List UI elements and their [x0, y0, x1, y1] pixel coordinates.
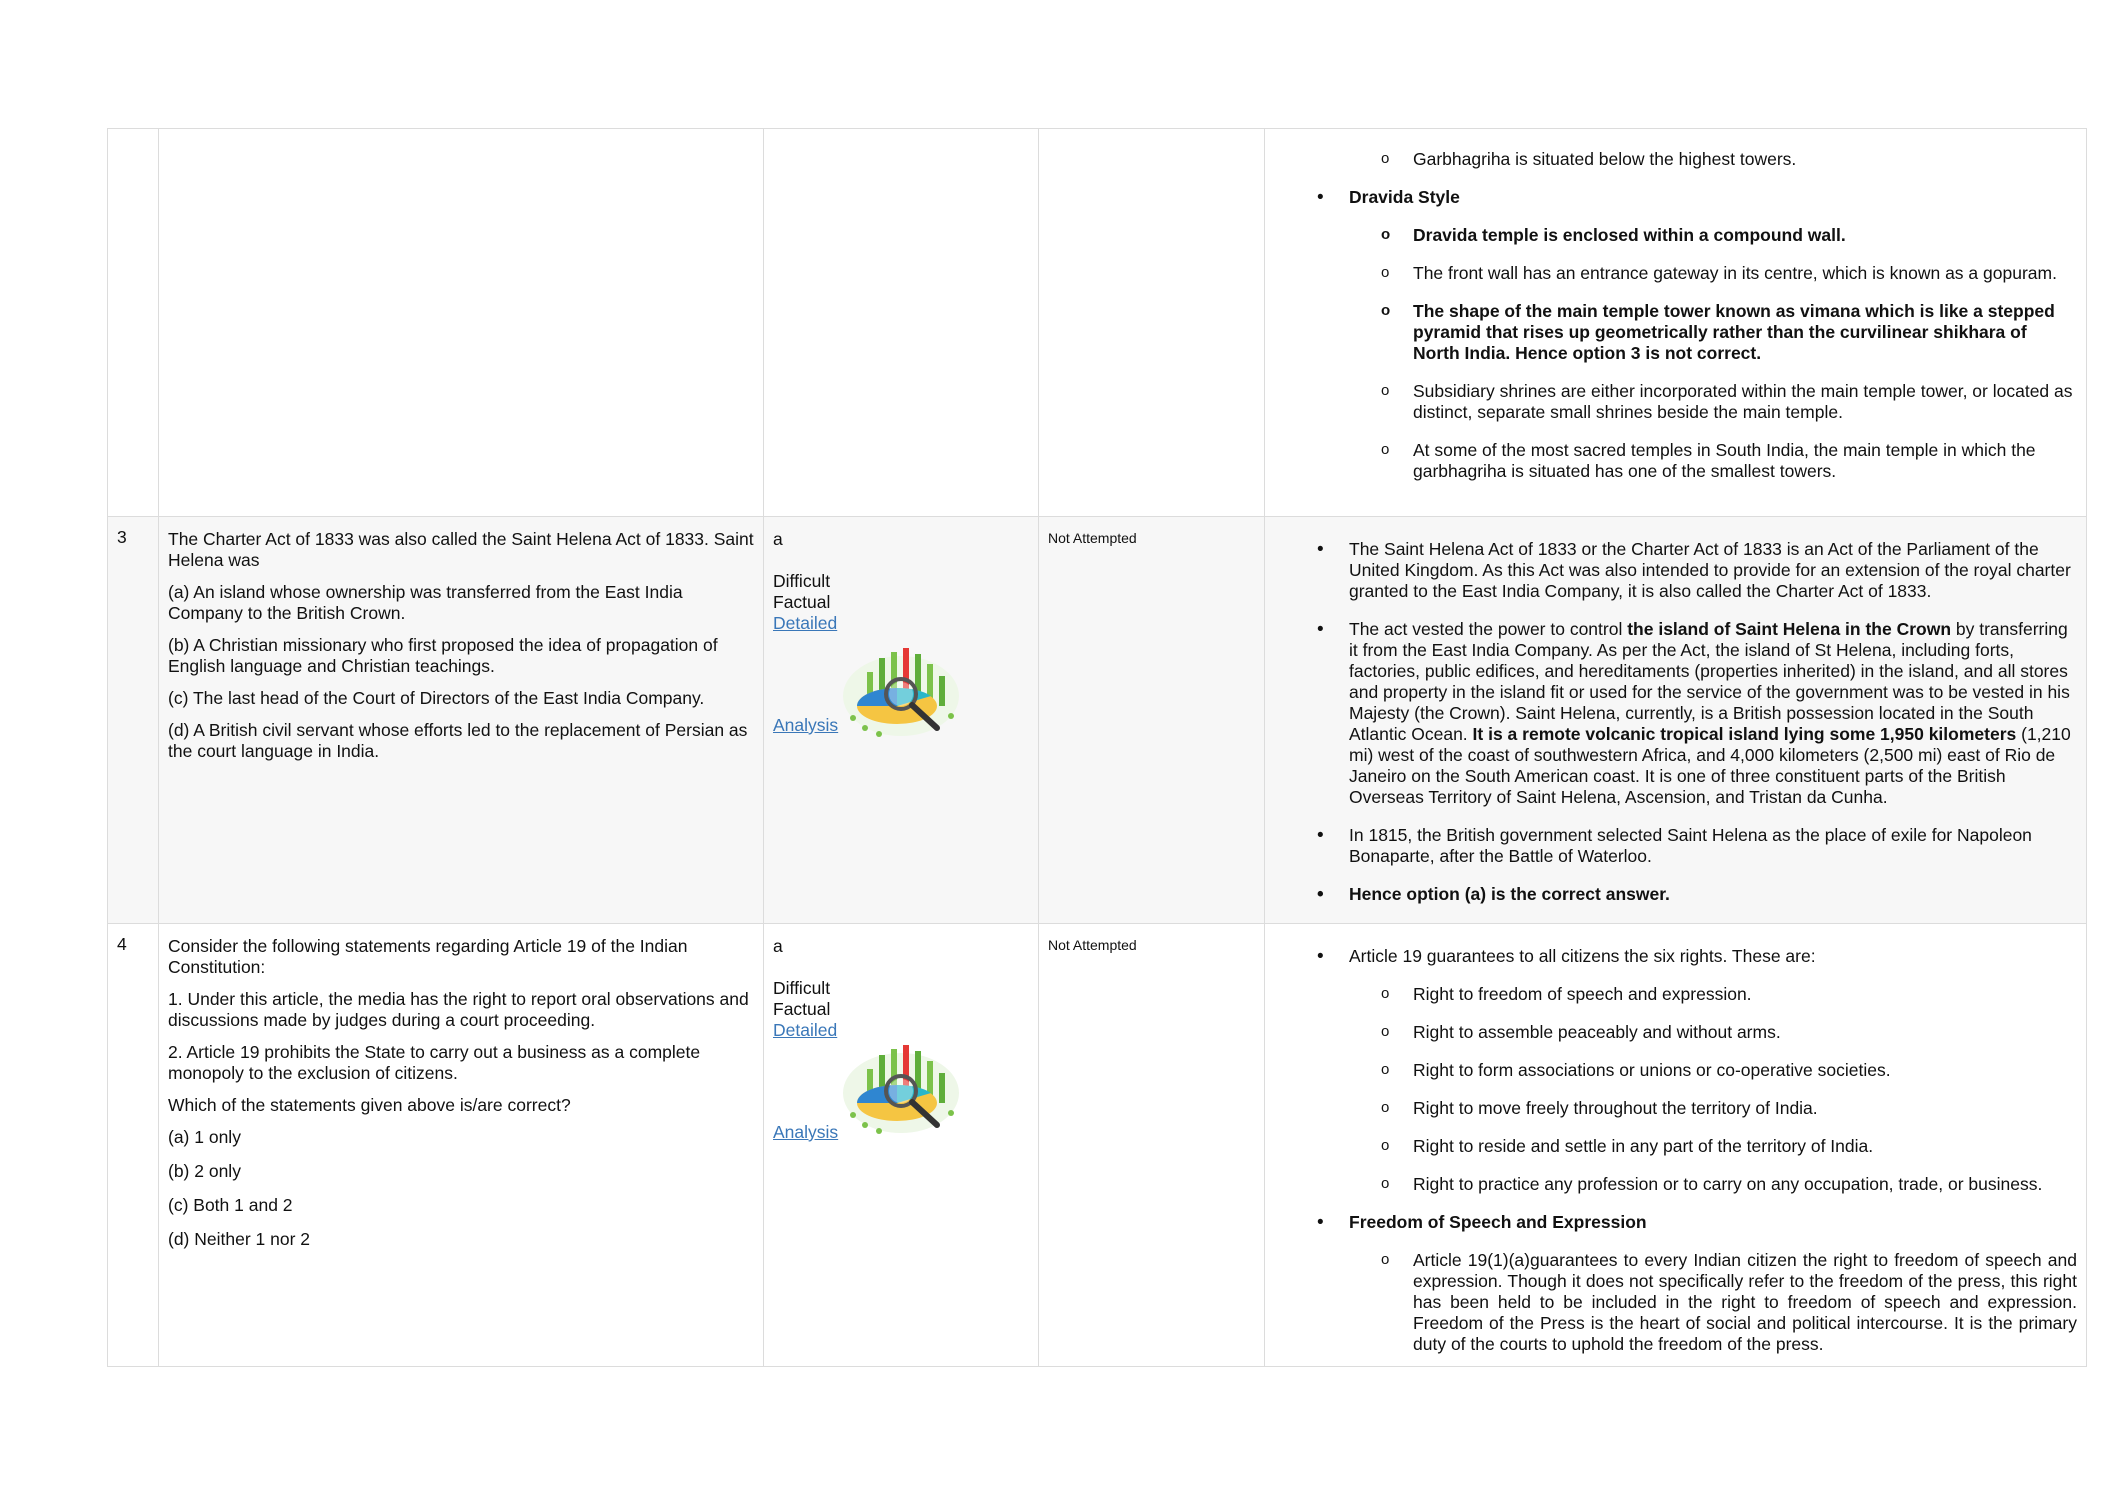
question-number: 3: [108, 517, 159, 924]
list-item: o Right to reside and settle in any part of the territory of India.: [1413, 1136, 2077, 1157]
bullet-list: [1274, 187, 2077, 482]
list-item: o Subsidiary shrines are either incorporated within the main temple tower, or located as distinct, separate small shrines beside the main temple.: [1413, 381, 2077, 423]
text-run: The act vested the power to control: [1349, 619, 1628, 639]
list-item: o Garbhagriha is situated below the highest towers.: [1413, 149, 2077, 170]
status-label: Not Attempted: [1048, 937, 1137, 953]
analysis-block: [773, 1041, 1029, 1149]
intro-text: Article 19 guarantees to all citizens the six rights. These are:: [1349, 946, 1816, 966]
difficulty-label: Difficult: [773, 571, 831, 591]
text-run-bold: It is a remote volcanic tropical island lying some 1,950 kilometers: [1472, 724, 2017, 744]
list-item: [1349, 946, 2077, 1195]
explanation-cell: [1265, 924, 2087, 1367]
list-item: • The Saint Helena Act of 1833 or the Charter Act of 1833 is an Act of the Parliament of the United Kingdom. As this Act was also intended to provide for an extension of the royal charter granted to the East India Company, it is also called the Charter Act of 1833.: [1349, 539, 2077, 602]
meta-cell: [764, 129, 1039, 517]
type-label: Factual: [773, 999, 831, 1019]
text-run-bold: the island of Saint Helena in the Crown: [1627, 619, 1952, 639]
difficulty-label: Difficult: [773, 978, 831, 998]
question-cell: [159, 924, 764, 1367]
status-label: Not Attempted: [1048, 530, 1137, 546]
detailed-link[interactable]: Detailed: [773, 613, 838, 633]
detailed-link[interactable]: Detailed: [773, 1020, 838, 1040]
dravida-heading: Dravida Style: [1349, 187, 1460, 207]
explanation-cell: [1265, 517, 2087, 924]
list-item: o Article 19(1)(a)guarantees to every Indian citizen the right to freedom of speech and expression. Though it does not specifically refer to the freedom of the press, this right has been held to be included in the right to freedom of speech and expression. Freedom of the Press is the heart of social and political intercourse. It is the primary duty of the courts to uphold the freedom of the press.: [1413, 1250, 2077, 1355]
statement-2: 2. Article 19 prohibits the State to carry out a business as a complete monopoly to the exclusion of citizens.: [168, 1042, 701, 1083]
list-item: o The front wall has an entrance gateway in its centre, which is known as a gopuram.: [1413, 263, 2077, 284]
status-cell: [1039, 129, 1265, 517]
fse-heading: Freedom of Speech and Expression: [1349, 1212, 1647, 1232]
list-item: o Right to freedom of speech and expression.: [1413, 984, 2077, 1005]
analysis-link[interactable]: Analysis: [773, 1122, 839, 1142]
analysis-link[interactable]: Analysis: [773, 715, 839, 735]
option-a: (a) An island whose ownership was transferred from the East India Company to the British Crown.: [168, 582, 683, 623]
question-text: The Charter Act of 1833 was also called the Saint Helena Act of 1833. Saint Helena was: [168, 529, 754, 570]
question-cell: [159, 129, 764, 517]
sub-list: [1349, 1250, 2077, 1355]
bullet-list: [1274, 539, 2077, 905]
list-item: o Right to assemble peaceably and without arms.: [1413, 1022, 2077, 1043]
list-item: o Right to move freely throughout the territory of India.: [1413, 1098, 2077, 1119]
sub-list: [1349, 225, 2077, 482]
option-d: (d) Neither 1 nor 2: [168, 1229, 311, 1249]
status-cell: [1039, 517, 1265, 924]
sub-list: [1274, 149, 2077, 170]
type-label: Factual: [773, 592, 831, 612]
meta-cell: [764, 924, 1039, 1367]
correct-answer: a: [773, 529, 783, 549]
question-table: [107, 128, 2087, 1367]
status-cell: [1039, 924, 1265, 1367]
list-item: • Hence option (a) is the correct answer.: [1349, 884, 2077, 905]
list-item: o At some of the most sacred temples in South India, the main temple in which the garbhagriha is situated has one of the smallest towers.: [1413, 440, 2077, 482]
table-row: [108, 129, 2087, 517]
list-item: o The shape of the main temple tower known as vimana which is like a stepped pyramid that rises up geometrically rather than the curvilinear shikhara of North India. Hence option 3 is not correct.: [1413, 301, 2077, 364]
option-b: (b) A Christian missionary who first proposed the idea of propagation of English language and Christian teachings.: [168, 635, 718, 676]
list-item: [1349, 187, 2077, 482]
question-cell: [159, 517, 764, 924]
meta-cell: [764, 517, 1039, 924]
question-text: Consider the following statements regarding Article 19 of the Indian Constitution:: [168, 936, 688, 977]
num-cell: [108, 129, 159, 517]
list-item: [1349, 1212, 2077, 1355]
question-prompt: Which of the statements given above is/are correct?: [168, 1095, 571, 1115]
list-item: • In 1815, the British government selected Saint Helena as the place of exile for Napoleon Bonaparte, after the Battle of Waterloo.: [1349, 825, 2077, 867]
list-item: [1349, 619, 2077, 808]
correct-answer: a: [773, 936, 783, 956]
analysis-chart-icon[interactable]: [839, 644, 969, 742]
option-a: (a) 1 only: [168, 1127, 241, 1147]
text-run: (1,210 mi) west of the coast of southwestern Africa, and 4,000 kilometers (2,500 mi) east of Rio de Janeiro on the South American coast. It is one of three constituent parts of the British Overseas Territory of Saint Helena, Ascension, and Tristan da Cunha.: [1349, 724, 2071, 807]
question-number: 4: [108, 924, 159, 1367]
table-row: [108, 924, 2087, 1367]
list-item: o Right to practice any profession or to carry on any occupation, trade, or business.: [1413, 1174, 2077, 1195]
sub-list: [1349, 984, 2077, 1195]
option-b: (b) 2 only: [168, 1161, 241, 1181]
list-item: o Dravida temple is enclosed within a compound wall.: [1413, 225, 2077, 246]
text-run: by transferring it from the East India Company. As per the Act, the island of St Helena, including forts, factories, public edifices, and hereditaments (properties inherited) in the island, and all stores and property in the island fit or used for the service of the government was to be vested in his Majesty (the Crown). Saint Helena, currently, is a British possession located in the South Atlantic Ocean.: [1349, 619, 2070, 744]
option-d: (d) A British civil servant whose efforts led to the replacement of Persian as the court language in India.: [168, 720, 748, 761]
option-c: (c) The last head of the Court of Directors of the East India Company.: [168, 688, 705, 708]
option-c: (c) Both 1 and 2: [168, 1195, 293, 1215]
analysis-block: [773, 634, 1029, 742]
table-row: [108, 517, 2087, 924]
explanation-cell: [1265, 129, 2087, 517]
list-item: o Right to form associations or unions or co-operative societies.: [1413, 1060, 2077, 1081]
bullet-list: [1274, 946, 2077, 1355]
statement-1: 1. Under this article, the media has the right to report oral observations and discussions made by judges during a court proceeding.: [168, 989, 749, 1030]
analysis-chart-icon[interactable]: [839, 1041, 969, 1139]
